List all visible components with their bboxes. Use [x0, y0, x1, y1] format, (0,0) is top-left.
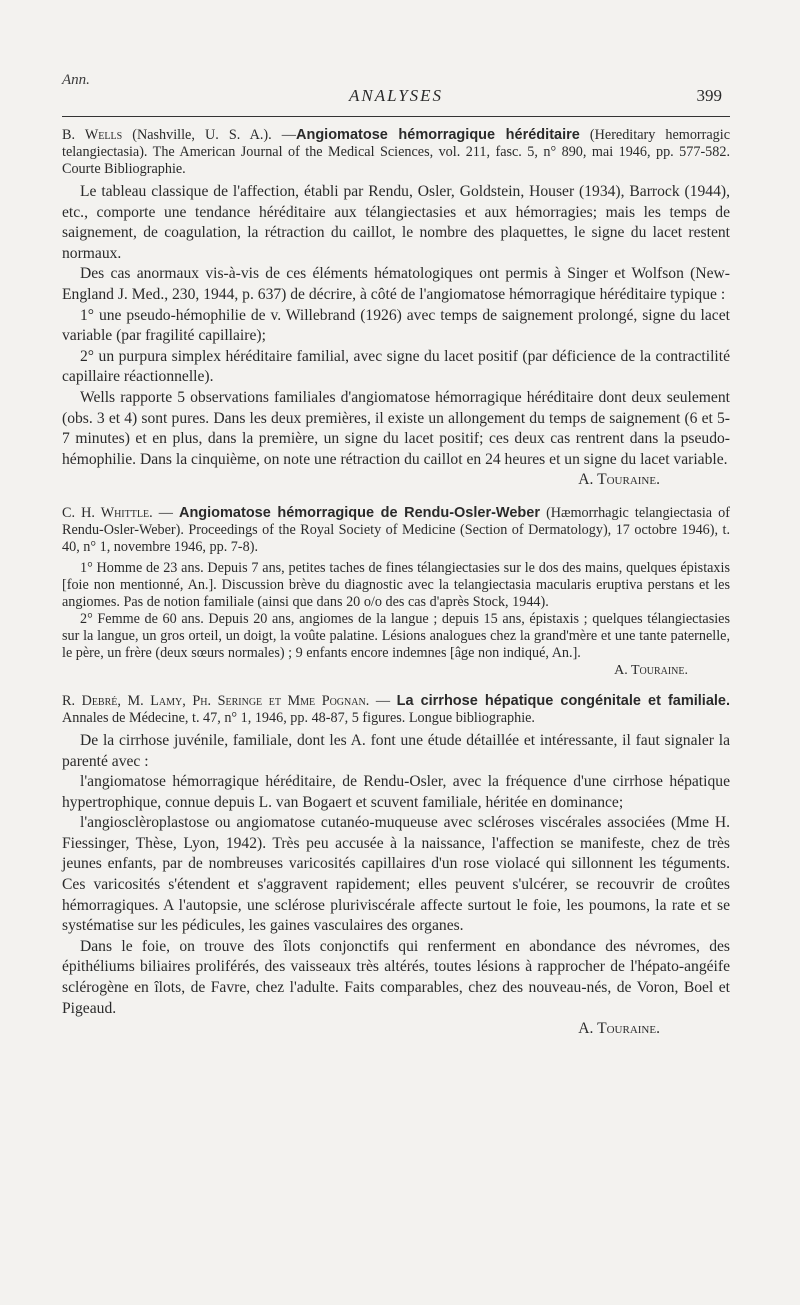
review-wells — [62, 127, 730, 491]
review-authors: R. Debré, M. Lamy, Ph. Seringe et Mme Pognan. — [62, 692, 370, 709]
page-content — [62, 127, 730, 1040]
title-dash: — — [152, 504, 179, 521]
paragraph: l'angiosclèroplastose ou angiomatose cutanéo-muqueuse avec scléroses viscérales associées (Mme H. Fiessinger, Thèse, Lyon, 1942). Très peu accusée à la naissance, l'affection se manifeste, chez de très jeunes enfants, par de nombreuses varicosités capillaires d'un rose violacé qui sillonnent les téguments. Ces varicosités s'étendent et s'aggravent rapidement; elles peuvent s'ulcérer, se recouvrir de croûtes hémorragiques. A l'autopsie, une sclérose pluriviscérale affecte surtout le foie, les poumons, la rate et se systématise sur les pédicules, les gaines vasculaires des organes. — [62, 814, 730, 935]
review-author-location: (Nashville, U. S. A.). — — [122, 127, 296, 143]
review-title: Angiomatose hémorragique héréditaire — [295, 127, 580, 143]
running-title: ANALYSES — [348, 86, 444, 105]
review-author: B. Wells — [62, 127, 123, 143]
list-item: 2° un purpura simplex héréditaire familial, avec signe du lacet positif (par déficience de la contractilité capillaire réactionnelle). — [62, 347, 730, 386]
paragraph: Dans le foie, on trouve des îlots conjonctifs qui renferment en abondance des névromes, des épithéliums biliaires proliférés, des vaisseaux très altérés, toutes lésions à rapprocher de l'hépato-angéife sclérogène en îlots, de Favre, chez l'adulte. Faits comparables, chez des nouveau-nés, de Voron, Boel et Pigeaud. — [62, 937, 730, 1017]
signature: A. Touraine. — [614, 662, 688, 678]
paragraph: Des cas anormaux vis-à-vis de ces éléments hématologiques ont permis à Singer et Wolfson (New-England J. Med., 230, 1944, p. 637) de décrire, à côté de l'angiomatose hémorragique héréditaire typique : — [62, 265, 730, 303]
paragraph: l'angiomatose hémorragique héréditaire, de Rendu-Osler, avec la fréquence d'une cirrhose hépatique hypertrophique, connue depuis L. van Bogaert et scuvent familiale, héritée en dominance; — [62, 773, 730, 811]
review-author: C. H. Whittle. — [62, 504, 153, 521]
review-debre — [62, 693, 730, 1040]
margin-annotation: Ann. — [62, 72, 90, 88]
review-citation: (Hereditary hemorragic telangiectasia). The American Journal of the Medical Sciences, vol. 211, fasc. 5, n° 890, mai 1946, pp. 577-582. Courte Bibliographie. — [62, 127, 731, 177]
review-reference — [62, 505, 730, 556]
signature: A. Touraine. — [578, 1020, 660, 1038]
review-whittle — [62, 505, 730, 679]
list-item: 1° une pseudo-hémophilie de v. Willebrand (1926) avec temps de saignement prolongé, signe du lacet variable (par fragilité capillaire); — [62, 306, 730, 345]
running-header — [62, 86, 730, 110]
list-item: 1° Homme de 23 ans. Depuis 7 ans, petites taches de fines télangiectasies sur le dos des mains, quelques épistaxis [foie non mentionné, An.]. Discussion brève du diagnostic avec la telangiectasia macularis eruptiva perstans et les angiomes. Pas de notion familiale (ainsi que dans 20 o/o des cas d'après Stock, 1944). — [62, 559, 730, 610]
review-reference — [62, 693, 730, 727]
signature: A. Touraine. — [578, 471, 660, 489]
review-citation: Annales de Médecine, t. 47, n° 1, 1946, pp. 48-87, 5 figures. Longue bibliographie. — [62, 709, 535, 726]
review-reference — [62, 127, 730, 178]
review-citation: (Hæmorrhagic telangiectasia of Rendu-Osler-Weber). Proceedings of the Royal Society of Medicine (Section of Dermatology), 17 octobre 1946), t. 40, n° 1, novembre 1946, pp. 7-8). — [62, 504, 730, 555]
paragraph: De la cirrhose juvénile, familiale, dont les A. font une étude détaillée et intéressante, il faut signaler la parenté avec : — [62, 731, 730, 770]
title-dash: — — [369, 692, 397, 709]
paragraph: Wells rapporte 5 observations familiales d'angiomatose hémorragique héréditaire dont deux seulement (obs. 3 et 4) sont pures. Dans les deux premières, il existe un allongement du temps de saignement (6 et 5-7 minutes) et en plus, dans la première, un signe du lacet positif; ces deux cas rentrent dans la pseudo-hémophilie. Dans la cinquième, on note une rétraction du caillot en 24 heures et un signe du lacet variable. — [62, 388, 730, 468]
page-number: 399 — [696, 86, 722, 105]
review-title: Angiomatose hémorragique de Rendu-Osler-Weber — [178, 504, 540, 521]
list-item: 2° Femme de 60 ans. Depuis 20 ans, angiomes de la langue ; depuis 15 ans, épistaxis ; quelques télangiectasies sur la langue, un gros orteil, un doigt, la voûte palatine. Lésions analogues chez la grand'mère et une tante paternelle, le père, un frère (deux sœurs normales) ; 9 enfants encore indemnes [âge non indiqué, An.]. — [62, 610, 730, 661]
review-title: La cirrhose hépatique congénitale et familiale. — [396, 692, 731, 709]
header-rule — [62, 116, 730, 117]
paragraph: Le tableau classique de l'affection, établi par Rendu, Osler, Goldstein, Houser (1934), Barrock (1944), etc., comporte une tendance héréditaire aux télangiectasies et aux hémorragies; mais les temps de saignement, de coagulation, la rétraction du caillot, le nombre des plaquettes, le signe du lacet restent normaux. — [62, 183, 730, 262]
